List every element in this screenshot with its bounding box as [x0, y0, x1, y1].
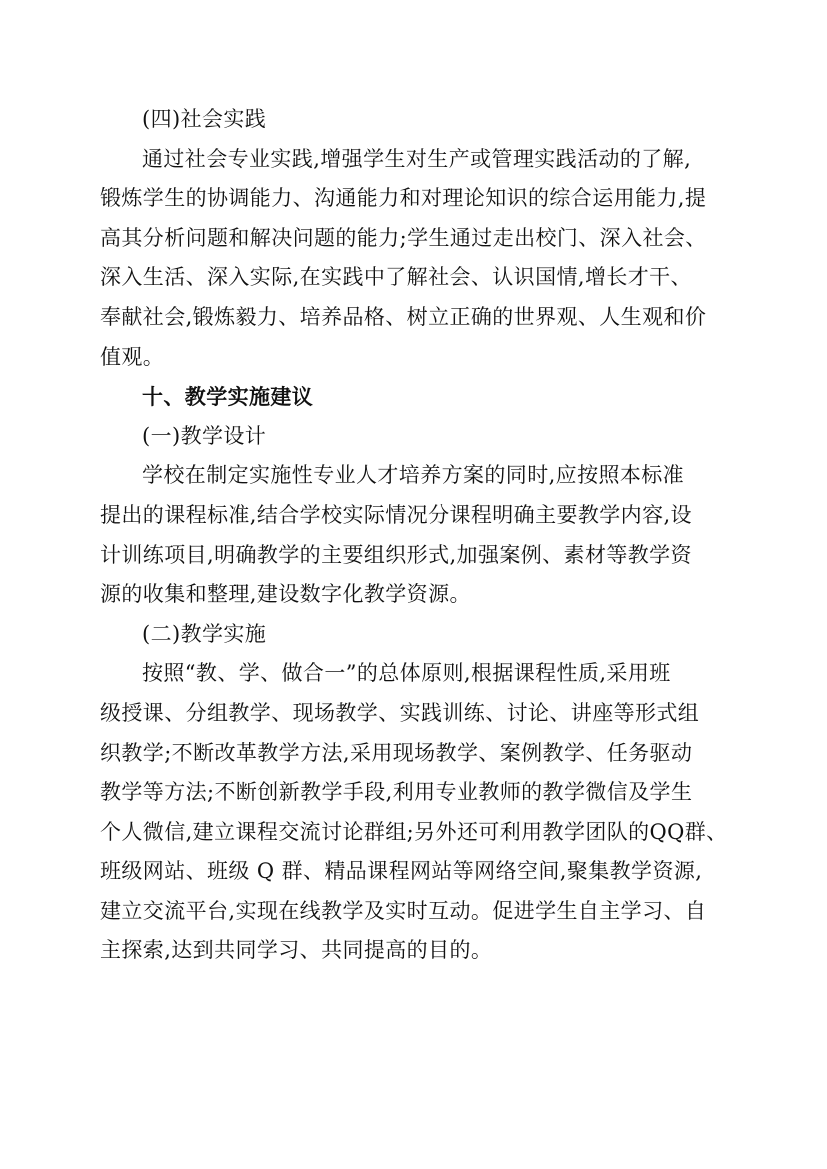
paragraph-line: 按照“教、学、做合一”的总体原则,根据课程性质,采用班	[142, 661, 671, 686]
paragraph-line: 深入生活、深入实际,在实践中了解社会、认识国情,增长才干、	[100, 265, 692, 290]
paragraph-line: 织教学;不断改革教学方法,采用现场教学、案例教学、任务驱动	[100, 740, 693, 765]
paragraph-line: 提出的课程标准,结合学校实际情况分课程明确主要教学内容,设	[100, 502, 692, 527]
paragraph-line: 学校在制定实施性专业人才培养方案的同时,应按照本标准	[142, 463, 685, 488]
subsection-heading-teaching-design: (一)教学设计	[142, 423, 267, 448]
paragraph-line: 班级网站、班级 Q 群、精品课程网站等网络空间,聚集教学资源,	[100, 859, 703, 884]
paragraph-line: 奉献社会,锻炼毅力、培养品格、树立正确的世界观、人生观和价	[100, 304, 707, 329]
paragraph-line: 锻炼学生的协调能力、沟通能力和对理论知识的综合运用能力,提	[100, 186, 707, 211]
chapter-heading: 十、教学实施建议	[142, 384, 314, 410]
paragraph-teaching-design	[100, 456, 739, 614]
paragraph-line: 教学等方法;不断创新教学手段,利用专业教师的教学微信及学生	[100, 780, 693, 805]
paragraph-line: 个人微信,建立课程交流讨论群组;另外还可利用教学团队的QQ群、	[100, 819, 728, 844]
paragraph-line: 源的收集和整理,建设数字化教学资源。	[100, 582, 471, 607]
paragraph-line: 计训练项目,明确教学的主要组织形式,加强案例、素材等教学资	[100, 542, 692, 567]
paragraph-line: 高其分析问题和解决问题的能力;学生通过走出校门、深入社会、	[100, 225, 707, 250]
subsection-heading-teaching-implementation: (二)教学实施	[142, 621, 267, 646]
paragraph-line: 值观。	[100, 344, 165, 369]
paragraph-line: 通过社会专业实践,增强学生对生产或管理实践活动的了解,	[142, 146, 692, 171]
paragraph-line: 主探索,达到共同学习、共同提高的目的。	[100, 938, 493, 963]
paragraph-line: 级授课、分组教学、现场教学、实践训练、讨论、讲座等形式组	[100, 700, 700, 725]
paragraph-line: 建立交流平台,实现在线教学及实时互动。促进学生自主学习、自	[100, 898, 707, 923]
paragraph-teaching-implementation	[100, 654, 739, 971]
paragraph-social-practice	[100, 140, 739, 378]
section-heading-social-practice: (四)社会实践	[142, 107, 267, 131]
